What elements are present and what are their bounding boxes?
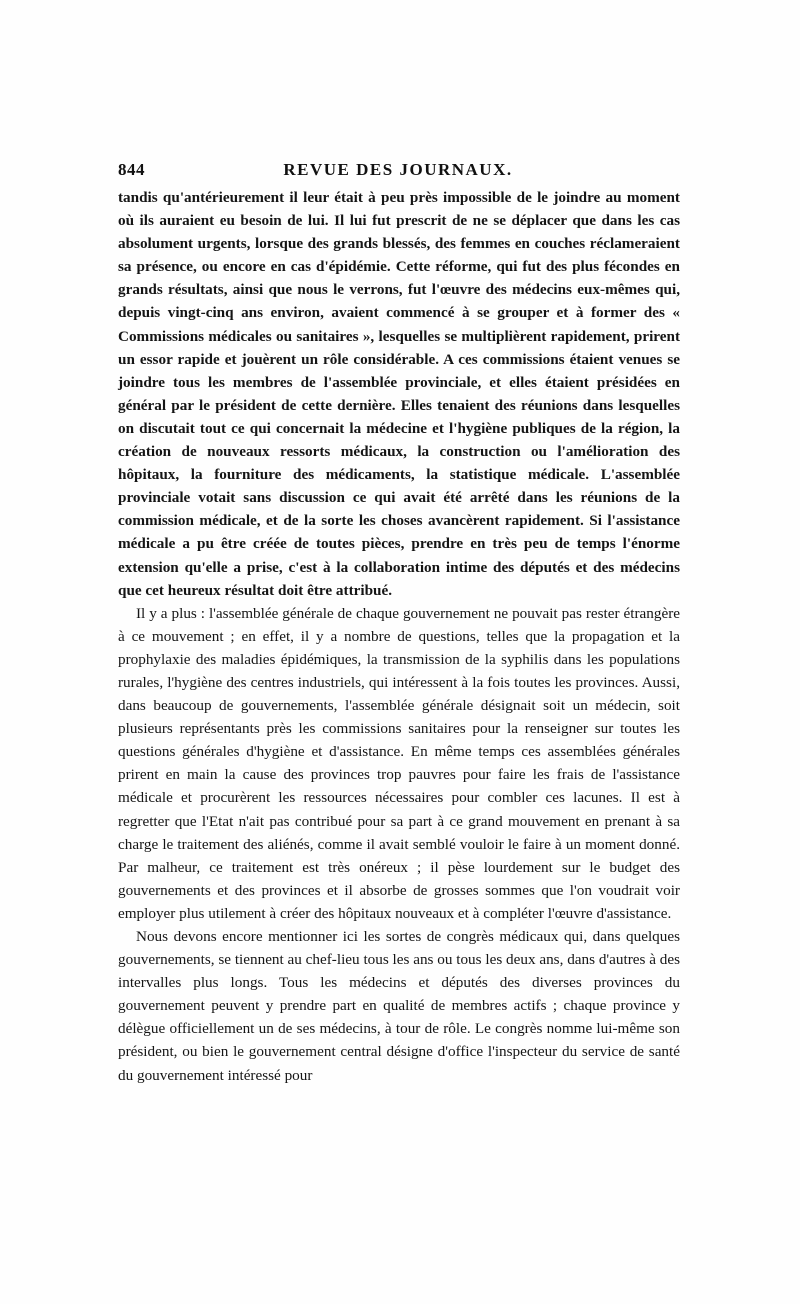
paragraph-2: Il y a plus : l'assemblée générale de chaque gouvernement ne pouvait pas rester étrangère à ce mouvement ; en effet, il y a nombre de questions, telles que la propagation et la prophylaxie des maladies épidémiques, la transmission de la syphilis dans les populations rurales, l'hygiène des centres industriels, qui intéressent à la fois toutes les provinces. Aussi, dans beaucoup de gouvernements, l'assemblée générale désignait soit un médecin, soit plusieurs représentants près les commissions sanitaires pour la renseigner sur toutes les questions générales d'hygiène et d'assistance. En même temps ces assemblées générales prirent en main la cause des provinces trop pauvres pour faire les frais de l'assistance médicale et procurèrent les ressources nécessaires pour combler ces lacunes. Il est à regretter que l'Etat n'ait pas contribué pour sa part à ce grand mouvement en prenant à sa charge le traitement des aliénés, comme il avait semblé vouloir le faire à un moment donné. Par malheur, ce traitement est très onéreux ; il pèse lourdement sur le budget des gouvernements et des provinces et il absorbe de grosses sommes que l'on voudrait voir employer plus utilement à créer des hôpitaux nouveaux et à compléter l'œuvre d'assistance. bbox=[118, 604, 680, 922]
running-head bbox=[118, 160, 678, 182]
paragraph-1: tandis qu'antérieurement il leur était à peu près impossible de le joindre au moment où ils auraient eu besoin de lui. Il lui fut prescrit de ne se déplacer que dans les cas absolument urgents, lorsque des grands blessés, des femmes en couches réclameraient sa présence, ou encore en cas d'épidémie. Cette réforme, qui fut des plus fécondes en grands résultats, ainsi que nous le verrons, fut l'œuvre des médecins eux-mêmes qui, depuis vingt-cinq ans environ, avaient commencé à se grouper et à former des « Commissions médicales ou sanitaires », lesquelles se multiplièrent rapidement, prirent un essor rapide et jouèrent un rôle considérable. A ces commissions étaient venues se joindre tous les membres de l'assemblée provinciale, et elles étaient présidées en général par le président de cette dernière. Elles tenaient des réunions dans lesquelles on discutait tout ce qui concernait la médecine et l'hygiène publiques de la région, la création de nouveaux ressorts médicaux, la construction ou l'amélioration des hôpitaux, la fourniture des médicaments, la statistique médicale. L'assemblée provinciale votait sans discussion ce qui avait été arrêté dans les réunions de la commission médicale, et de la sorte les choses avancèrent rapidement. Si l'assistance médicale a pu être créée de toutes pièces, prendre en très peu de temps l'énorme extension qu'elle a prise, c'est à la collaboration intime des députés et des médecins que cet heureux résultat doit être attribué. bbox=[118, 189, 680, 599]
page-number: 844 bbox=[118, 160, 145, 179]
paragraph-3: Nous devons encore mentionner ici les sortes de congrès médicaux qui, dans quelques gouvernements, se tiennent au chef-lieu tous les ans ou tous les deux ans, dans d'autres à des intervalles plus longs. Tous les médecins et députés des diverses provinces du gouvernement peuvent y prendre part en qualité de membres actifs ; chaque province y délègue officiellement un de ses médecins, à tour de rôle. Le congrès nomme lui-même son président, ou bien le gouvernement central désigne d'office l'inspecteur du service de santé du gouvernement intéressé pour bbox=[118, 928, 680, 1084]
journal-title: REVUE DES JOURNAUX. bbox=[283, 160, 513, 179]
article-body bbox=[118, 186, 680, 1087]
